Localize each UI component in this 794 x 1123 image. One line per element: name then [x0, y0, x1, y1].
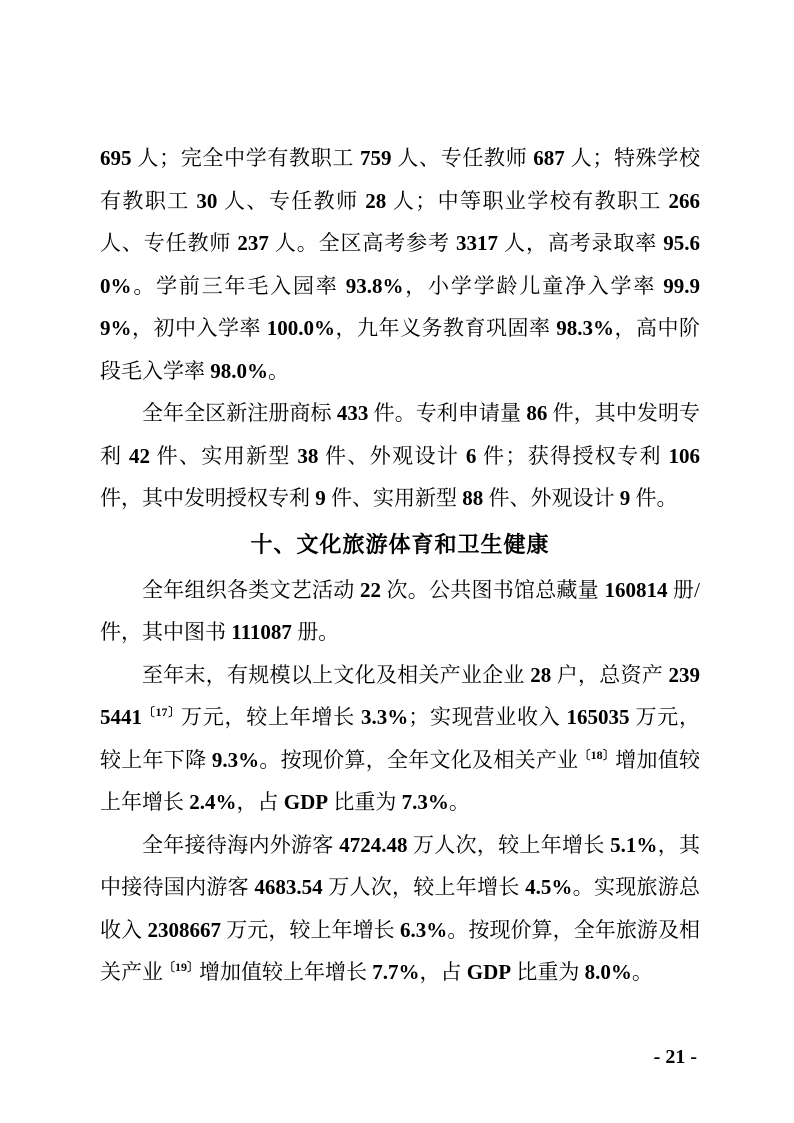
stat-value: 4683.54 [254, 875, 323, 899]
text-run: ，占 [419, 960, 467, 984]
text-run: ，九年义务教育巩固率 [335, 316, 557, 340]
text-run: 户，总资产 [551, 662, 669, 687]
stat-value: 86 [526, 401, 548, 425]
text-run: 件，其中发明专利 [100, 401, 701, 468]
text-run: ，占 [236, 790, 284, 814]
text-run: 至年末，有规模以上文化及相关产业企业 [142, 662, 531, 687]
text-run: 增加值较上年增长 [199, 960, 373, 984]
stat-value: 28 [365, 188, 387, 213]
stat-value: 99.99% [100, 273, 700, 340]
text-run: 万元，较上年增长 [220, 917, 401, 942]
stat-value: 165035 [566, 705, 630, 729]
text-run: 。 [268, 358, 289, 383]
text-run: 。按现价算，全年旅游及相关产业 [100, 917, 701, 984]
text-run: ，高中阶段毛入学率 [100, 316, 700, 383]
text-run: 全年全区新注册商标 [142, 401, 337, 425]
stat-value: 687 [533, 146, 565, 170]
stat-value: 3317 [455, 231, 498, 255]
page-number: - 21 - [653, 1046, 697, 1068]
stat-value: 4724.48 [339, 832, 408, 857]
text-run: 件、实用新型 [325, 486, 463, 510]
paragraph [100, 654, 700, 824]
stat-value: 106 [668, 443, 701, 468]
stat-value: 3.3% [361, 705, 409, 729]
text-run: 人；中等职业学校有教职工 [386, 188, 669, 213]
stat-value: 8.0% [584, 960, 632, 984]
stat-value: 7.3% [401, 790, 449, 814]
text-run: 全年组织各类文艺活动 [142, 577, 360, 602]
stat-value: 111087 [231, 620, 292, 644]
text-run: 万人次，较上年增长 [322, 875, 526, 899]
text-run: 人，高考录取率 [497, 231, 664, 255]
stat-value: 22 [359, 577, 381, 602]
stat-value: 42 [128, 443, 150, 468]
stat-value: 9 [315, 486, 326, 510]
stat-value: 38 [297, 443, 319, 468]
text-run: 比重为 [511, 960, 585, 984]
stat-value: 695 [100, 146, 132, 170]
text-run: 。学前三年毛入园率 [131, 273, 346, 298]
text-run: 册。 [291, 620, 340, 644]
stat-value: 160814 [604, 577, 668, 602]
text-run: 件、外观设计 [483, 486, 620, 510]
footnote-ref: 〔17〕 [142, 705, 181, 719]
footnote-ref: 〔18〕 [578, 747, 616, 762]
text-run: 。按现价算，全年文化及相关产业 [259, 747, 579, 772]
stat-value: 9.3% [211, 747, 260, 772]
text-run: 件。专利申请量 [368, 401, 527, 425]
text-run: 件；获得授权专利 [476, 443, 669, 468]
footnote-ref: 〔19〕 [163, 960, 200, 974]
stat-value: 266 [668, 188, 701, 213]
stat-value: 2308667 [147, 917, 221, 942]
text-run: 万元，较上年下降 [100, 705, 700, 772]
stat-value: 4.5% [525, 875, 573, 899]
stat-value: 30 [196, 188, 218, 213]
text-run: 全年接待海内外游客 [142, 832, 340, 857]
text-run: 人。全区高考参考 [268, 231, 456, 255]
text-run: 人；完全中学有教职工 [131, 146, 360, 170]
stat-value: 2395441 [100, 662, 701, 729]
stat-value: 98.0% [210, 358, 268, 383]
text-run: 。 [448, 790, 470, 814]
text-run: ，其中接待国内游客 [100, 832, 701, 899]
text-run: 。实现旅游总收入 [100, 875, 701, 942]
text-run: 人、专任教师 [217, 188, 366, 213]
stat-value: 28 [530, 662, 552, 687]
text-run: 件、外观设计 [318, 443, 466, 468]
stat-value: 2.4% [189, 790, 237, 814]
stat-value: GDP [466, 960, 512, 984]
stat-value: 759 [359, 146, 392, 170]
text-run: 人、专任教师 [100, 231, 238, 255]
text-run: 件，其中发明授权专利 [100, 486, 316, 510]
paragraph [100, 824, 700, 994]
text-run: ，小学学龄儿童净入学率 [403, 273, 664, 298]
text-run: 万元，较上年增长 [181, 705, 361, 729]
text-run: 。 [631, 960, 653, 984]
text-run: ；实现营业收入 [408, 705, 567, 729]
text-run: 增加值较上年增长 [100, 747, 701, 814]
section-heading: 十、文化旅游体育和卫生健康 [250, 531, 550, 557]
text-run: 件。 [630, 486, 678, 510]
paragraph [100, 569, 700, 654]
stat-value: 98.3% [556, 316, 614, 340]
stat-value: 95.60% [100, 231, 701, 298]
paragraph [100, 392, 700, 520]
text-run: 册/件，其中图书 [100, 577, 701, 644]
paragraph [100, 137, 700, 392]
document-body [100, 137, 700, 994]
stat-value: 93.8% [345, 273, 404, 298]
text-run: 人、专任教师 [391, 146, 534, 170]
stat-value: 6 [465, 443, 477, 468]
stat-value: 88 [462, 486, 484, 510]
stat-value: GDP [283, 790, 329, 814]
text-run: 次。公共图书馆总藏量 [380, 577, 605, 602]
text-run: ，初中入学率 [131, 316, 267, 340]
text-run: 比重为 [328, 790, 402, 814]
stat-value: 100.0% [266, 316, 335, 340]
text-run: 人；特殊学校有教职工 [100, 146, 701, 213]
stat-value: 6.3% [400, 917, 448, 942]
text-run: 件、实用新型 [149, 443, 298, 468]
stat-value: 5.1% [610, 832, 658, 857]
text-run: 万人次，较上年增长 [407, 832, 611, 857]
stat-value: 237 [237, 231, 269, 255]
stat-value: 7.7% [372, 960, 420, 984]
stat-value: 433 [336, 401, 369, 425]
stat-value: 9 [619, 486, 631, 510]
